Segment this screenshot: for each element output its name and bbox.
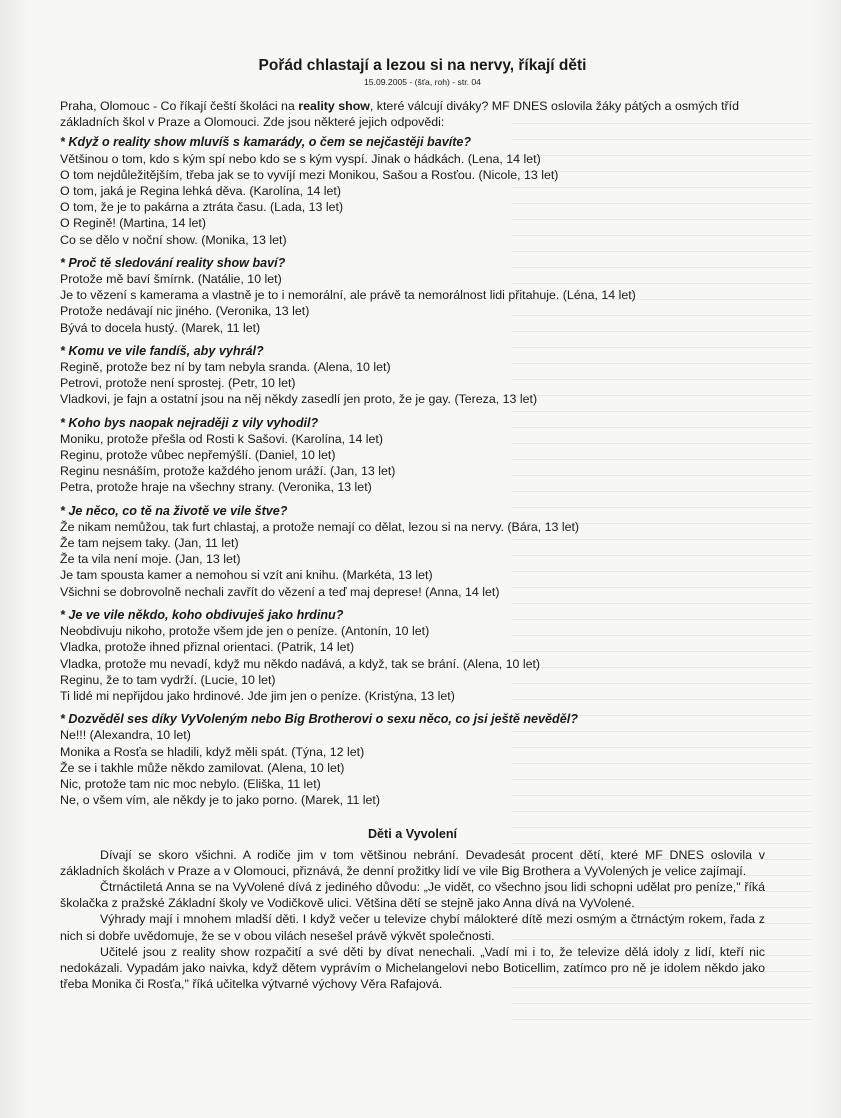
intro-bold-term: reality show xyxy=(298,99,370,113)
answer-line: Vladkovi, je fajn a ostatní jsou na něj někdy zasedlí jen proto, že je gay. (Tereza, 13 let) xyxy=(60,392,538,407)
section-paragraph: Učitelé jsou z reality show rozpačití a své děti by dívat nenechali. „Vadí mi i to, že televize dělá idoly z lidí, kteří nic nedokázali. Vypadám jako naivka, když dětem vyprávím o Michelangelovi nebo Boticellim, zatímco pro ně je idolem někdo jako třeba Monika či Rosťa," říká učitelka výtvarné výchovy Věra Rafajová. xyxy=(60,944,765,992)
answer-line: Že tam nejsem taky. (Jan, 11 let) xyxy=(60,536,239,551)
question-heading: * Dozvěděl ses díky VyVoleným nebo Big Brotherovi o sexu něco, co jsi ještě nevěděl? xyxy=(60,712,578,727)
answer-line: Moniku, protože přešla od Rosti k Sašovi. (Karolína, 14 let) xyxy=(60,431,383,446)
answer-line: O tom, jaká je Regina lehká děva. (Karolína, 14 let) xyxy=(60,184,342,199)
answer-line: Ne!!! (Alexandra, 10 let) xyxy=(60,728,191,743)
answer-line: Nic, protože tam nic moc nebylo. (Eliška, 11 let) xyxy=(60,776,321,791)
answer-line: Reginu, že to tam vydrží. (Lucie, 10 let) xyxy=(60,672,276,687)
section-paragraph: Výhrady mají i mnohem mladší děti. I když večer u televize chybí málokteré dítě mezi osmým a čtrnáctým rokem, řada z nich si dobře uvědomuje, že se v obou vilách nesešel právě výkvět společnosti. xyxy=(60,912,765,943)
article-body xyxy=(60,57,765,992)
answer-line: O tom, že je to pakárna a ztráta času. (Lada, 13 let) xyxy=(60,200,344,215)
question-heading: * Když o reality show mluvíš s kamarády, o čem se nejčastěji bavíte? xyxy=(60,135,472,150)
answer-line: Vladka, protože mu nevadí, když mu někdo nadává, a když, tak se brání. (Alena, 10 let) xyxy=(60,656,541,671)
article-title: Pořád chlastají a lezou si na nervy, říkají děti xyxy=(258,57,587,74)
question-heading: * Komu ve vile fandíš, aby vyhrál? xyxy=(60,343,264,358)
answer-line: Regině, protože bez ní by tam nebyla sranda. (Alena, 10 let) xyxy=(60,360,391,375)
answer-line: Petrovi, protože není sprostej. (Petr, 10 let) xyxy=(60,376,296,391)
answer-line: Většinou o tom, kdo s kým spí nebo kdo se s kým vyspí. Jinak o hádkách. (Lena, 14 let) xyxy=(60,151,541,166)
answer-line: Co se dělo v noční show. (Monika, 13 let) xyxy=(60,232,287,247)
answer-line: Že ta vila není moje. (Jan, 13 let) xyxy=(60,552,241,567)
article-intro xyxy=(60,98,765,130)
question-heading: * Je ve vile někdo, koho obdivuješ jako hrdinu? xyxy=(60,607,344,622)
answer-line: Bývá to docela hustý. (Marek, 11 let) xyxy=(60,320,261,335)
section-paragraphs xyxy=(60,847,765,993)
survey-questions xyxy=(60,134,765,808)
answer-line: Protože nedávají nic jiného. (Veronika, 13 let) xyxy=(60,304,310,319)
answer-line: Protože mě baví šmírnk. (Natálie, 10 let) xyxy=(60,272,282,287)
answer-line: Petra, protože hraje na všechny strany. (Veronika, 13 let) xyxy=(60,480,372,495)
answer-line: O tom nejdůležitějším, třeba jak se to vyvíjí mezi Monikou, Sašou a Rosťou. (Nicole, 13 let) xyxy=(60,167,559,182)
answer-line: Vladka, protože ihned přiznal orientaci. (Patrik, 14 let) xyxy=(60,640,355,655)
answer-line: Všichni se dobrovolně nechali zavřít do vězení a teď maj deprese! (Anna, 14 let) xyxy=(60,584,500,599)
question-heading: * Koho bys naopak nejraději z vily vyhodil? xyxy=(60,415,319,430)
answer-line: Je tam spousta kamer a nemohou si vzít ani knihu. (Markéta, 13 let) xyxy=(60,568,433,583)
answer-line: Ti lidé mi nepřijdou jako hrdinové. Jde jim jen o peníze. (Kristýna, 13 let) xyxy=(60,688,455,703)
article-meta: 15.09.2005 - (šťa, roh) - str. 04 xyxy=(364,77,481,87)
question-heading: * Proč tě sledování reality show baví? xyxy=(60,255,286,270)
answer-line: Reginu nesnáším, protože každého jenom uráží. (Jan, 13 let) xyxy=(60,464,396,479)
section-paragraph: Dívají se skoro všichni. A rodiče jim v tom většinou nebrání. Devadesát procent dětí, které MF DNES oslovila v základních školách v Praze a v Olomouci, přiznává, že denní prožitky lidí ve vile Big Brothera a VyVolených je velice zajímají. xyxy=(60,847,765,878)
question-heading: * Je něco, co tě na životě ve vile štve? xyxy=(60,503,288,518)
section-title: Děti a Vyvolení xyxy=(367,827,458,842)
answer-line: Reginu, protože vůbec nepřemýšlí. (Daniel, 10 let) xyxy=(60,448,336,463)
answer-line: Že se i takhle může někdo zamilovat. (Alena, 10 let) xyxy=(60,760,345,775)
answer-line: Ne, o všem vím, ale někdy je to jako porno. (Marek, 11 let) xyxy=(60,793,380,808)
answer-line: Monika a Rosťa se hladili, když měli spát. (Týna, 12 let) xyxy=(60,744,365,759)
answer-line: Neobdivuju nikoho, protože všem jde jen o peníze. (Antonín, 10 let) xyxy=(60,624,430,639)
intro-text-start: Praha, Olomouc - Co říkají čeští školáci na xyxy=(60,99,299,113)
section-paragraph: Čtrnáctiletá Anna se na VyVolené dívá z jediného důvodu: „Je vidět, co všechno jsou lidi schopni udělat pro peníze," říká školačka z pražské Základní školy ve Vodičkově ulici. Většina dětí se stejně jako Anna dívá na VyVolené. xyxy=(60,879,765,911)
intro-text-end: , které válcují diváky? MF DNES oslovila žáky pátých a osmých tříd základních škol v Praze a Olomouci. Zde jsou některé jejich odpovědi: xyxy=(60,99,739,130)
answer-line: Že nikam nemůžou, tak furt chlastaj, a protože nemají co dělat, lezou si na nervy. (Bára, 13 let) xyxy=(60,519,580,534)
answer-line: O Regině! (Martina, 14 let) xyxy=(60,216,206,231)
answer-line: Je to vězení s kamerama a vlastně je to i nemorální, ale právě ta nemorálnost lidi přitahuje. (Léna, 14 let) xyxy=(60,288,636,303)
